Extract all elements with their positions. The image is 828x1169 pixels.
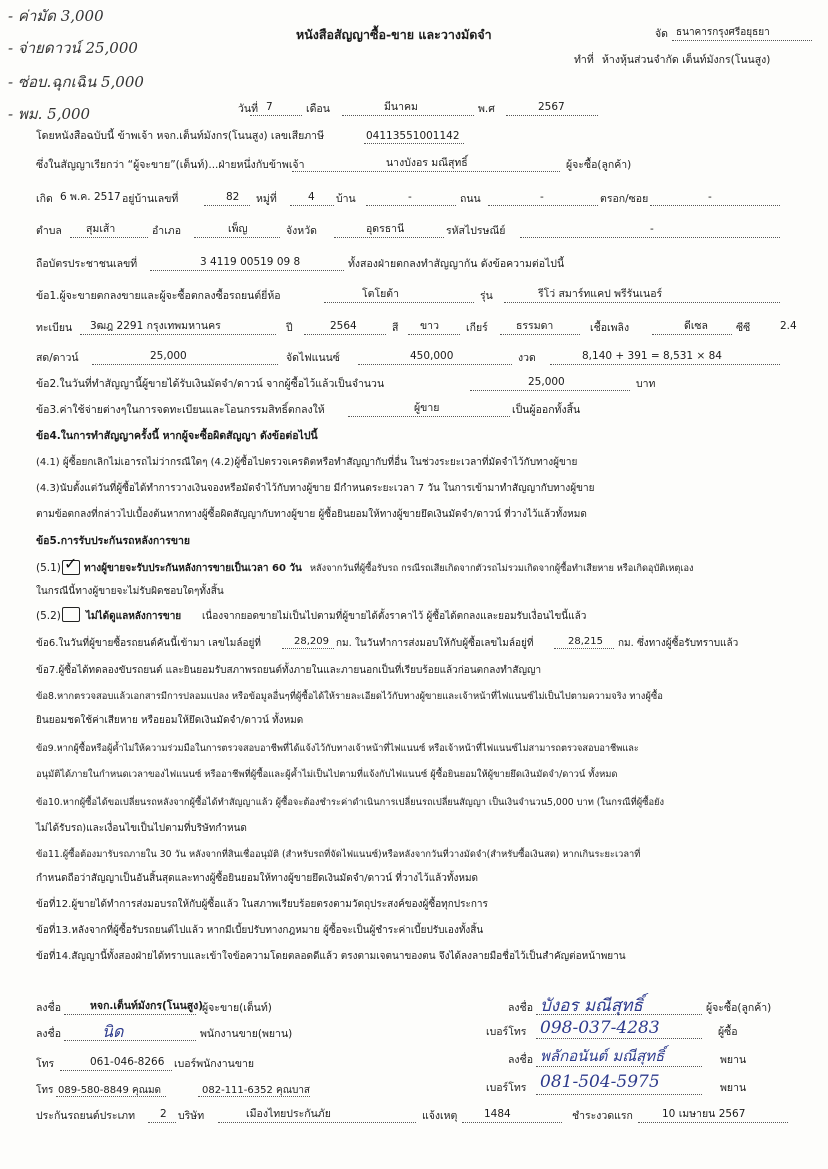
fuel-label: เชื้อเพลิง — [590, 322, 630, 334]
clause6-b: กม. ในวันทำการส่งมอบให้กับผู้ซื้อเลขไมล์อยู่ที่ — [336, 638, 534, 649]
loan-value: 450,000 — [410, 350, 454, 362]
car-cc: 2.4 — [780, 320, 797, 332]
inst-label: งวด — [518, 352, 536, 364]
clause9-line1: ข้อ9.หากผู้ซื้อหรือผู้ค้ำไม่ให้ความร่วมมือในการตรวจสอบอาชีพที่ได้แจ้งไว้กับทางเจ้าหน้าที่ไฟแนนซ์ หรือเจ้าหน้าที่ไฟแนนซ์ไม่สามารถตรวจสอบอาชีพและ — [36, 743, 639, 754]
place-value: ห้างหุ้นส่วนจำกัด เต็นท์มังกร(โนนสูง) — [602, 54, 771, 66]
year-car-label: ปี — [286, 322, 293, 334]
witness-sign-label: ลงชื่อ — [508, 1054, 533, 1066]
tel2: 089-580-8849 — [58, 1085, 129, 1096]
seller-sign-label: ลงชื่อ — [36, 1002, 61, 1014]
clause4-line3: ตามข้อตกลงที่กล่าวไปเบื้องต้นหากทางผู้ซื้อผิดสัญญากับทางผู้ขาย ผู้ซื้อยินยอมให้ทางผู้ขายยึดเงินมัดจำ/ดาวน์ ที่วางไว้แล้วทั้งหมด — [36, 509, 587, 520]
car-model: รีโว่ สมาร์ทแคป พรีรันเนอร์ — [538, 288, 663, 300]
witness-signature: พลักอนันต์ มณีสุทธิ์ — [540, 1047, 665, 1065]
model-label: รุ่น — [480, 290, 493, 302]
province-label: จังหวัด — [286, 225, 317, 237]
option51-line2: ในกรณีนี้ทางผู้ขายจะไม่รับผิดชอบใดๆทั้งสิ้น — [36, 586, 224, 597]
due-date: 10 เมษายน 2567 — [662, 1108, 746, 1120]
year-value: 2567 — [538, 101, 565, 113]
staff-tel: 061-046-8266 — [90, 1056, 165, 1068]
checkmark-icon: ✓ — [64, 554, 78, 573]
option52-rest: เนื่องจากยอดขายไม่เป็นไปตามที่ผู้ขายได้ตั้งราคาไว้ ผู้ซื้อได้ตกลงและยอมรับเงื่อนไขนี้แล้ว — [202, 611, 587, 622]
clause1-lead: ข้อ1.ผู้จะขายตกลงขายและผู้จะซื้อตกลงซื้อรถยนต์ยี่ห้อ — [36, 290, 281, 302]
clause4-line2: (4.3)นับตั้งแต่วันที่ผู้ซื้อได้ทำการวางเงินจองหรือมัดจำไว้กับทางผู้ขาย มีกำหนดระยะเวลา 7 วัน ในการเข้ามาทำสัญญากับทางผู้ขาย — [36, 483, 595, 494]
born-label: เกิด — [36, 193, 53, 205]
staff-tel-role: เบอร์พนักงานขาย — [174, 1058, 255, 1070]
clause3-who: ผู้ขาย — [414, 402, 440, 414]
staff-signature: นิด — [102, 1022, 124, 1041]
clause6-a: ข้อ6.ในวันที่ผู้ขายซื้อรถยนต์คันนี้เข้ามา เลขไมล์อยู่ที่ — [36, 638, 261, 649]
buyer-phone-role: ผู้ซื้อ — [718, 1026, 738, 1038]
insurance-label: ประกันรถยนต์ประเภท — [36, 1110, 136, 1122]
car-fuel: ดีเซล — [684, 320, 708, 332]
buyer-phone: 098-037-4283 — [540, 1018, 660, 1038]
option52-num: (5.2) — [36, 610, 61, 622]
due-label: ชำระงวดแรก — [572, 1110, 633, 1122]
witness-phone-role: พยาน — [720, 1082, 747, 1094]
handwritten-note: - พม. 5,000 — [8, 105, 91, 123]
buyer-phone-label: เบอร์โทร — [486, 1026, 527, 1038]
clause2-text: ข้อ2.ในวันที่ทำสัญญานี้ผู้ขายได้รับเงินมัดจำ/ดาวน์ จากผู้ซื้อไว้แล้วเป็นจำนวน — [36, 378, 385, 390]
day-label: วันที่ — [238, 103, 258, 115]
ce-value: ธนาคารกรุงศรีอยุธยา — [676, 27, 770, 38]
loan-label: จัดไฟแนนซ์ — [286, 352, 340, 364]
clause11-line1: ข้อ11.ผู้ซื้อต้องมารับรถภายใน 30 วัน หลังจากที่สินเชื่ออนุมัติ (สำหรับรถที่จัดไฟแนนซ์)หรือหลังจากวันที่วางมัดจำ(สำหรับซื้อเงินสด) หากเกินระยะเวลาที่ — [36, 849, 641, 860]
insurer-label: บริษัท — [178, 1110, 205, 1122]
staff-tel-label: โทร — [36, 1058, 55, 1070]
clause14: ข้อที่14.สัญญานี้ทั้งสองฝ่ายได้ทราบและเข้าใจข้อความโดยตลอดดีแล้ว ตรงตามเจตนาของตน จึงได้ลงลายมือชื่อไว้เป็นสำคัญต่อหน้าพยาน — [36, 951, 626, 962]
clause5-heading: ข้อ5.การรับประกันรถหลังการขาย — [36, 535, 191, 547]
color-label: สี — [392, 322, 399, 334]
car-year: 2564 — [330, 320, 357, 332]
buyer-sign-label: ลงชื่อ — [508, 1002, 533, 1014]
mileage-out: 28,215 — [568, 636, 603, 647]
zip-value: - — [650, 223, 654, 235]
party-lead: ซึ่งในสัญญาเรียกว่า “ผู้จะขาย”(เต็นท์)...ฝ่ายหนึ่งกับข้าพเจ้า — [36, 159, 305, 171]
clause11-line2: กำหนดถือว่าสัญญาเป็นอันสิ้นสุดและทางผู้ซื้อยินยอมให้ทางผู้ขายยึดเงินมัดจำ/ดาวน์ ที่วางไว้แล้วทั้งหมด — [36, 873, 479, 884]
zip-label: รหัสไปรษณีย์ — [446, 225, 506, 237]
road-label: ถนน — [460, 193, 481, 205]
clause4-line1: (4.1) ผู้ซื้อยกเลิกไม่เอารถไม่ว่ากรณีใดๆ (4.2)ผู้ซื้อไปตรวจเครดิตหรือทำสัญญากับที่อื่น ในช่วงระยะเวลาที่มัดจำไว้กับทางผู้ขาย — [36, 457, 578, 468]
option52-bold: ไม่ได้ดูแลหลังการขาย — [86, 611, 182, 622]
notify-label: แจ้งเหตุ — [422, 1110, 458, 1122]
place-label: ทำที่ — [574, 54, 594, 66]
witness-phone: 081-504-5975 — [540, 1072, 660, 1092]
clause9-line2: อนุมัติได้ภายในกำหนดเวลาของไฟแนนซ์ หรืออาชีพที่ผู้ซื้อและผู้ค้ำไม่เป็นไปตามที่แจ้งกับไฟแนนซ์ ผู้ซื้อยินยอมให้ผู้ขายยึดเงินมัดจำ/ดาวน์ ทั้งหมด — [36, 769, 618, 780]
buyer-role: ผู้จะซื้อ(ลูกค้า) — [566, 159, 632, 171]
tel2-label: โทร — [36, 1085, 54, 1096]
province-value: อุดรธานี — [366, 223, 405, 235]
born-value: 6 พ.ค. 2517 — [60, 191, 121, 203]
tel2-name: คุณมด — [132, 1085, 162, 1096]
clause8-line2: ยินยอมชดใช้ค่าเสียหาย หรือยอมให้ยึดเงินมัดจำ/ดาวน์ ทั้งหมด — [36, 715, 304, 726]
day-value: 7 — [266, 101, 273, 113]
idcard-tail: ทั้งสองฝ่ายตกลงทำสัญญากัน ดังข้อความต่อไปนี้ — [348, 258, 565, 270]
buyer-name: นางบังอร มณีสุทธิ์ — [386, 157, 468, 169]
staff-role: พนักงานขาย(พยาน) — [200, 1028, 293, 1040]
ce-label: จัด — [655, 28, 668, 40]
option52-checkbox[interactable] — [62, 607, 80, 622]
month-label: เดือน — [306, 103, 330, 115]
reg-value: 3ฒฎ 2291 กรุงเทพมหานคร — [90, 320, 221, 332]
road-value: - — [540, 191, 544, 203]
down-value: 25,000 — [150, 350, 187, 362]
amphoe-value: เพ็ญ — [228, 223, 248, 235]
moo-value: 4 — [308, 191, 315, 203]
page-title: หนังสือสัญญาซื้อ-ขาย และวางมัดจำ — [296, 27, 492, 42]
clause10-line1: ข้อ10.หากผู้ซื้อได้ขอเปลี่ยนรถหลังจากผู้ซื้อได้ทำสัญญาแล้ว ผู้ซื้อจะต้องชำระค่าดำเนินการเปลี่ยนรถเปลี่ยนสัญญา เป็นเงินจำนวน5,000 บาท (ในกรณีที่ผู้ซื้อยัง — [36, 797, 665, 808]
seller-sign: หจก.เต็นท์มังกร(โนนสูง) — [90, 1000, 204, 1012]
clause10-line2: ไม่ได้รับรถ)และเงื่อนไขเป็นไปตามที่บริษัทกำหนด — [36, 823, 247, 834]
clause6-c: กม. ซึ่งทางผู้ซื้อรับทราบแล้ว — [618, 638, 739, 649]
moo-label: หมู่ที่ — [256, 193, 277, 205]
witness-phone-label: เบอร์โทร — [486, 1082, 527, 1094]
option51-num: (5.1) — [36, 562, 61, 574]
idcard-value: 3 4119 00519 09 8 — [200, 256, 301, 268]
amphoe-label: อำเภอ — [152, 225, 182, 237]
notify-number: 1484 — [484, 1108, 511, 1120]
car-brand: โตโยต้า — [362, 288, 399, 300]
mileage-in: 28,209 — [294, 636, 329, 647]
soi-label: ตรอก/ซอย — [600, 193, 649, 205]
staff-sign-label: ลงชื่อ — [36, 1028, 61, 1040]
buyer-signature: บังอร มณีสุทธิ์ — [540, 996, 643, 1016]
tax-id: 04113551001142 — [366, 130, 460, 142]
handwritten-note: - ค่ามัด 3,000 — [8, 7, 104, 25]
option51-rest: หลังจากวันที่ผู้ซื้อรับรถ กรณีรถเสียเกิดจากตัวรถไม่รวมเกิดจากผู้ซื้อทำเสียหาย หรือเกิดอุบัติเหตุเอง — [310, 563, 694, 574]
house-label: อยู่บ้านเลขที่ — [122, 193, 179, 205]
buyer-sign-role: ผู้จะซื้อ(ลูกค้า) — [706, 1002, 772, 1014]
gear-label: เกียร์ — [466, 322, 488, 334]
ban-label: บ้าน — [336, 193, 356, 205]
reg-label: ทะเบียน — [36, 322, 73, 334]
year-label: พ.ศ — [478, 103, 495, 115]
month-value: มีนาคม — [384, 101, 418, 113]
clause8-line1: ข้อ8.หากตรวจสอบแล้วเอกสารมีการปลอมแปลง หรือข้อมูลอื่นๆที่ผู้ซื้อได้ให้รายละเอียดไว้กับทางผู้ขายและเจ้าหน้าที่ไฟแนนซ์ไม่เป็นไปตามความจริง ทางผู้ซื้อ — [36, 691, 663, 702]
tel3: 082-111-6352 — [202, 1085, 273, 1096]
option51-bold: ทางผู้ขายจะรับประกันหลังการขายเป็นเวลา 60 วัน — [84, 563, 302, 574]
seller-role: ผู้จะขาย(เต็นท์) — [202, 1002, 272, 1014]
car-gear: ธรรมดา — [516, 320, 554, 332]
cc-label: ซีซี — [736, 322, 751, 334]
clause2-amount: 25,000 — [528, 376, 565, 388]
insurance-type: 2 — [160, 1108, 167, 1120]
inst-value: 8,140 + 391 = 8,531 × 84 — [582, 350, 722, 362]
clause3-text: ข้อ3.ค่าใช้จ่ายต่างๆในการจดทะเบียนและโอนกรรมสิทธิ์ตกลงให้ — [36, 404, 325, 416]
clause4-heading: ข้อ4.ในการทำสัญญาครั้งนี้ หากผู้จะซื้อผิดสัญญา ดังข้อต่อไปนี้ — [36, 430, 318, 442]
insurer: เมืองไทยประกันภัย — [246, 1108, 331, 1120]
house-value: 82 — [226, 191, 240, 203]
ban-value: - — [408, 191, 412, 203]
tel3-name: คุณบาส — [276, 1085, 311, 1096]
clause13: ข้อที่13.หลังจากที่ผู้ซื้อรับรถยนต์ไปแล้ว หากมีเบี้ยปรับทางกฎหมาย ผู้ซื้อจะเป็นผู้ชำระค่าเบี้ยปรับเองทั้งสิ้น — [36, 925, 484, 936]
soi-value: - — [708, 191, 712, 203]
tambon-label: ตำบล — [36, 225, 62, 237]
tambon-value: สุมเส้า — [86, 223, 116, 235]
clause3-tail: เป็นผู้ออกทั้งสิ้น — [512, 404, 581, 416]
idcard-label: ถือบัตรประชาชนเลขที่ — [36, 258, 138, 270]
handwritten-note: - ซ่อบ.ฉุกเฉิน 5,000 — [8, 73, 144, 91]
handwritten-note: - จ่ายดาวน์ 25,000 — [8, 39, 138, 57]
clause7: ข้อ7.ผู้ซื้อได้ทดลองขับรถยนต์ และยินยอมรับสภาพรถยนต์ทั้งภายในและภายนอกเป็นที่เรียบร้อยแล้วก่อนตกลงทำสัญญา — [36, 665, 542, 676]
clause2-unit: บาท — [636, 378, 656, 390]
witness-role: พยาน — [720, 1054, 747, 1066]
car-color: ขาว — [420, 320, 439, 332]
clause12: ข้อที่12.ผู้ขายได้ทำการส่งมอบรถให้กับผู้ซื้อแล้ว ในสภาพเรียบร้อยตรงตามวัตถุประสงค์ของผู้ซื้อทุกประการ — [36, 899, 488, 910]
intro-text: โดยหนังสือฉบับนี้ ข้าพเจ้า หจก.เต็นท์มังกร(โนนสูง) เลขเสียภาษี — [36, 130, 324, 142]
down-label: สด/ดาวน์ — [36, 352, 79, 364]
